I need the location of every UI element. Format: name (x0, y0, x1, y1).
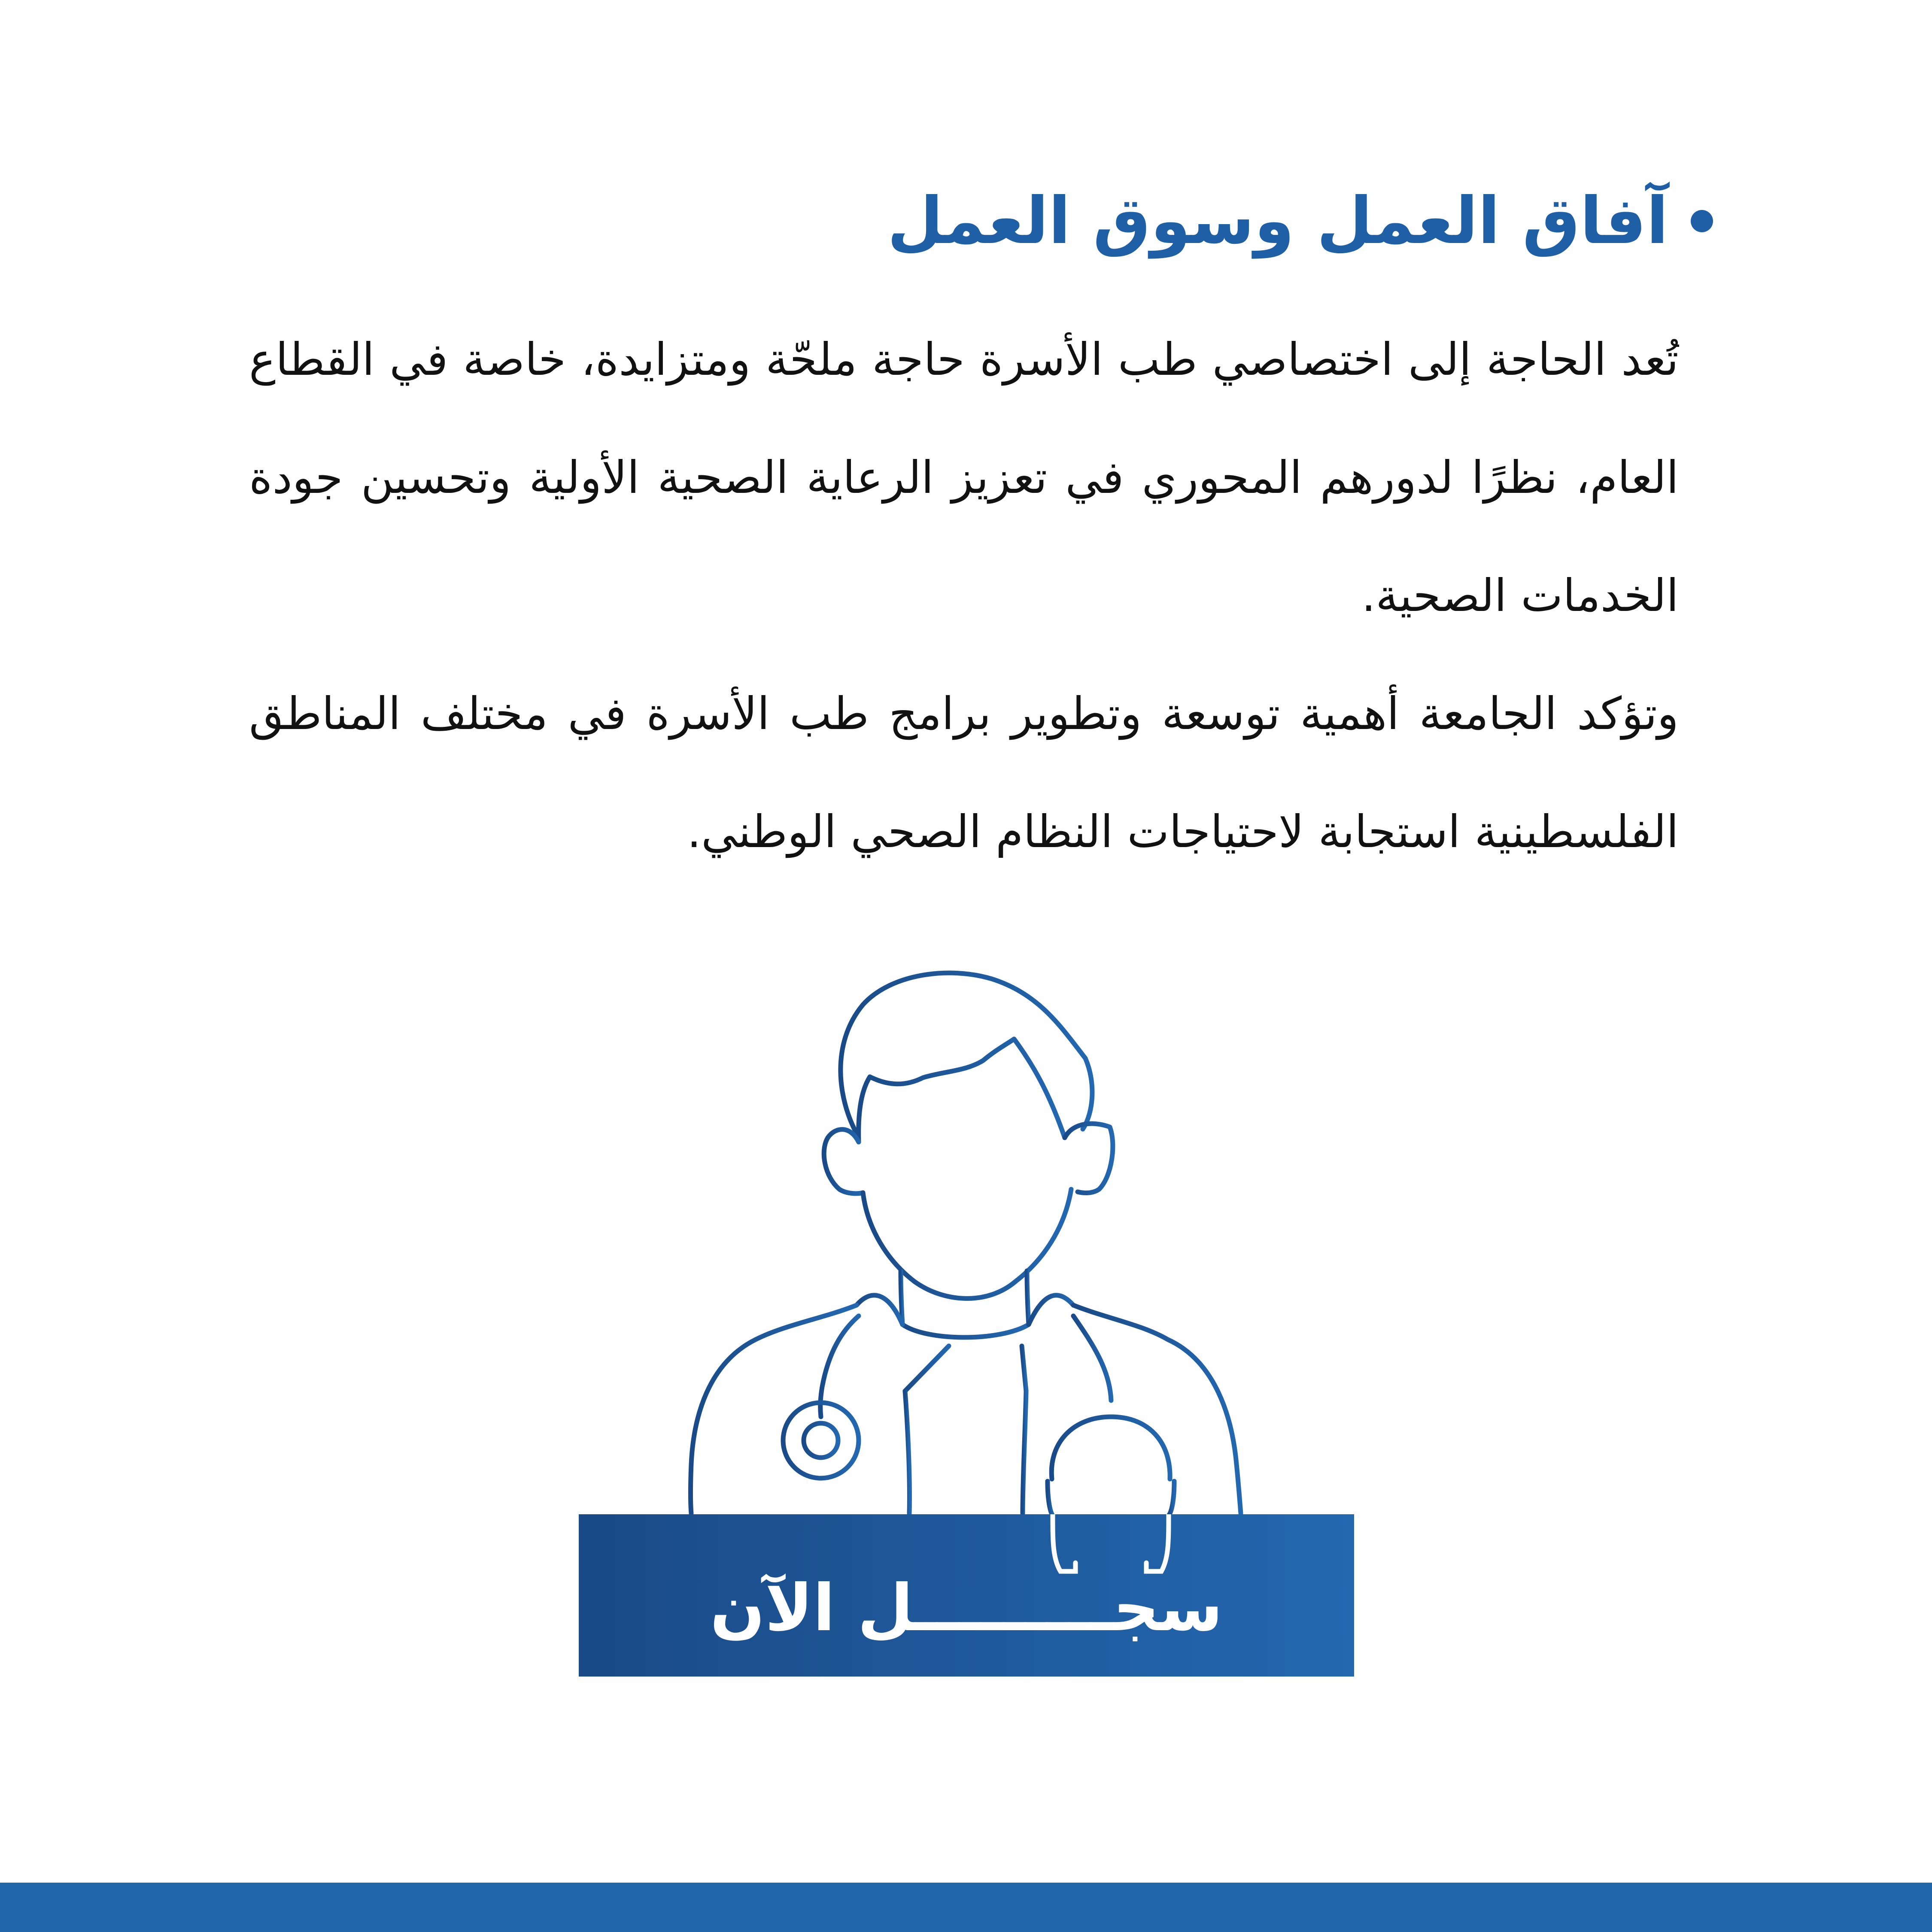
bullet-dot-icon (1691, 210, 1713, 232)
paragraph-university: وتؤكد الجامعة أهمية توسعة وتطوير برامج طب الأسرة في مختلف المناطق الفلسطينية استجابة لاحتياجات النظام الصحي الوطني. (249, 687, 1679, 858)
page-title: آفاق العمل وسوق العمل (887, 184, 1668, 258)
section-heading (887, 184, 1713, 258)
paragraph-demand: تُعد الحاجة إلى اختصاصي طب الأسرة حاجة ملحّة ومتزايدة، خاصة في القطاع العام، نظرًا لدورهم المحوري في تعزيز الرعاية الصحية الأولية وتحسين جودة الخدمات الصحية. (249, 333, 1679, 622)
doctor-with-stethoscope-icon (687, 966, 1245, 1589)
body-text (249, 301, 1679, 891)
footer-bar (0, 1883, 1932, 1932)
register-now-label: سجـــــــــل الآن (710, 1571, 1223, 1646)
register-now-button[interactable] (579, 1514, 1354, 1677)
